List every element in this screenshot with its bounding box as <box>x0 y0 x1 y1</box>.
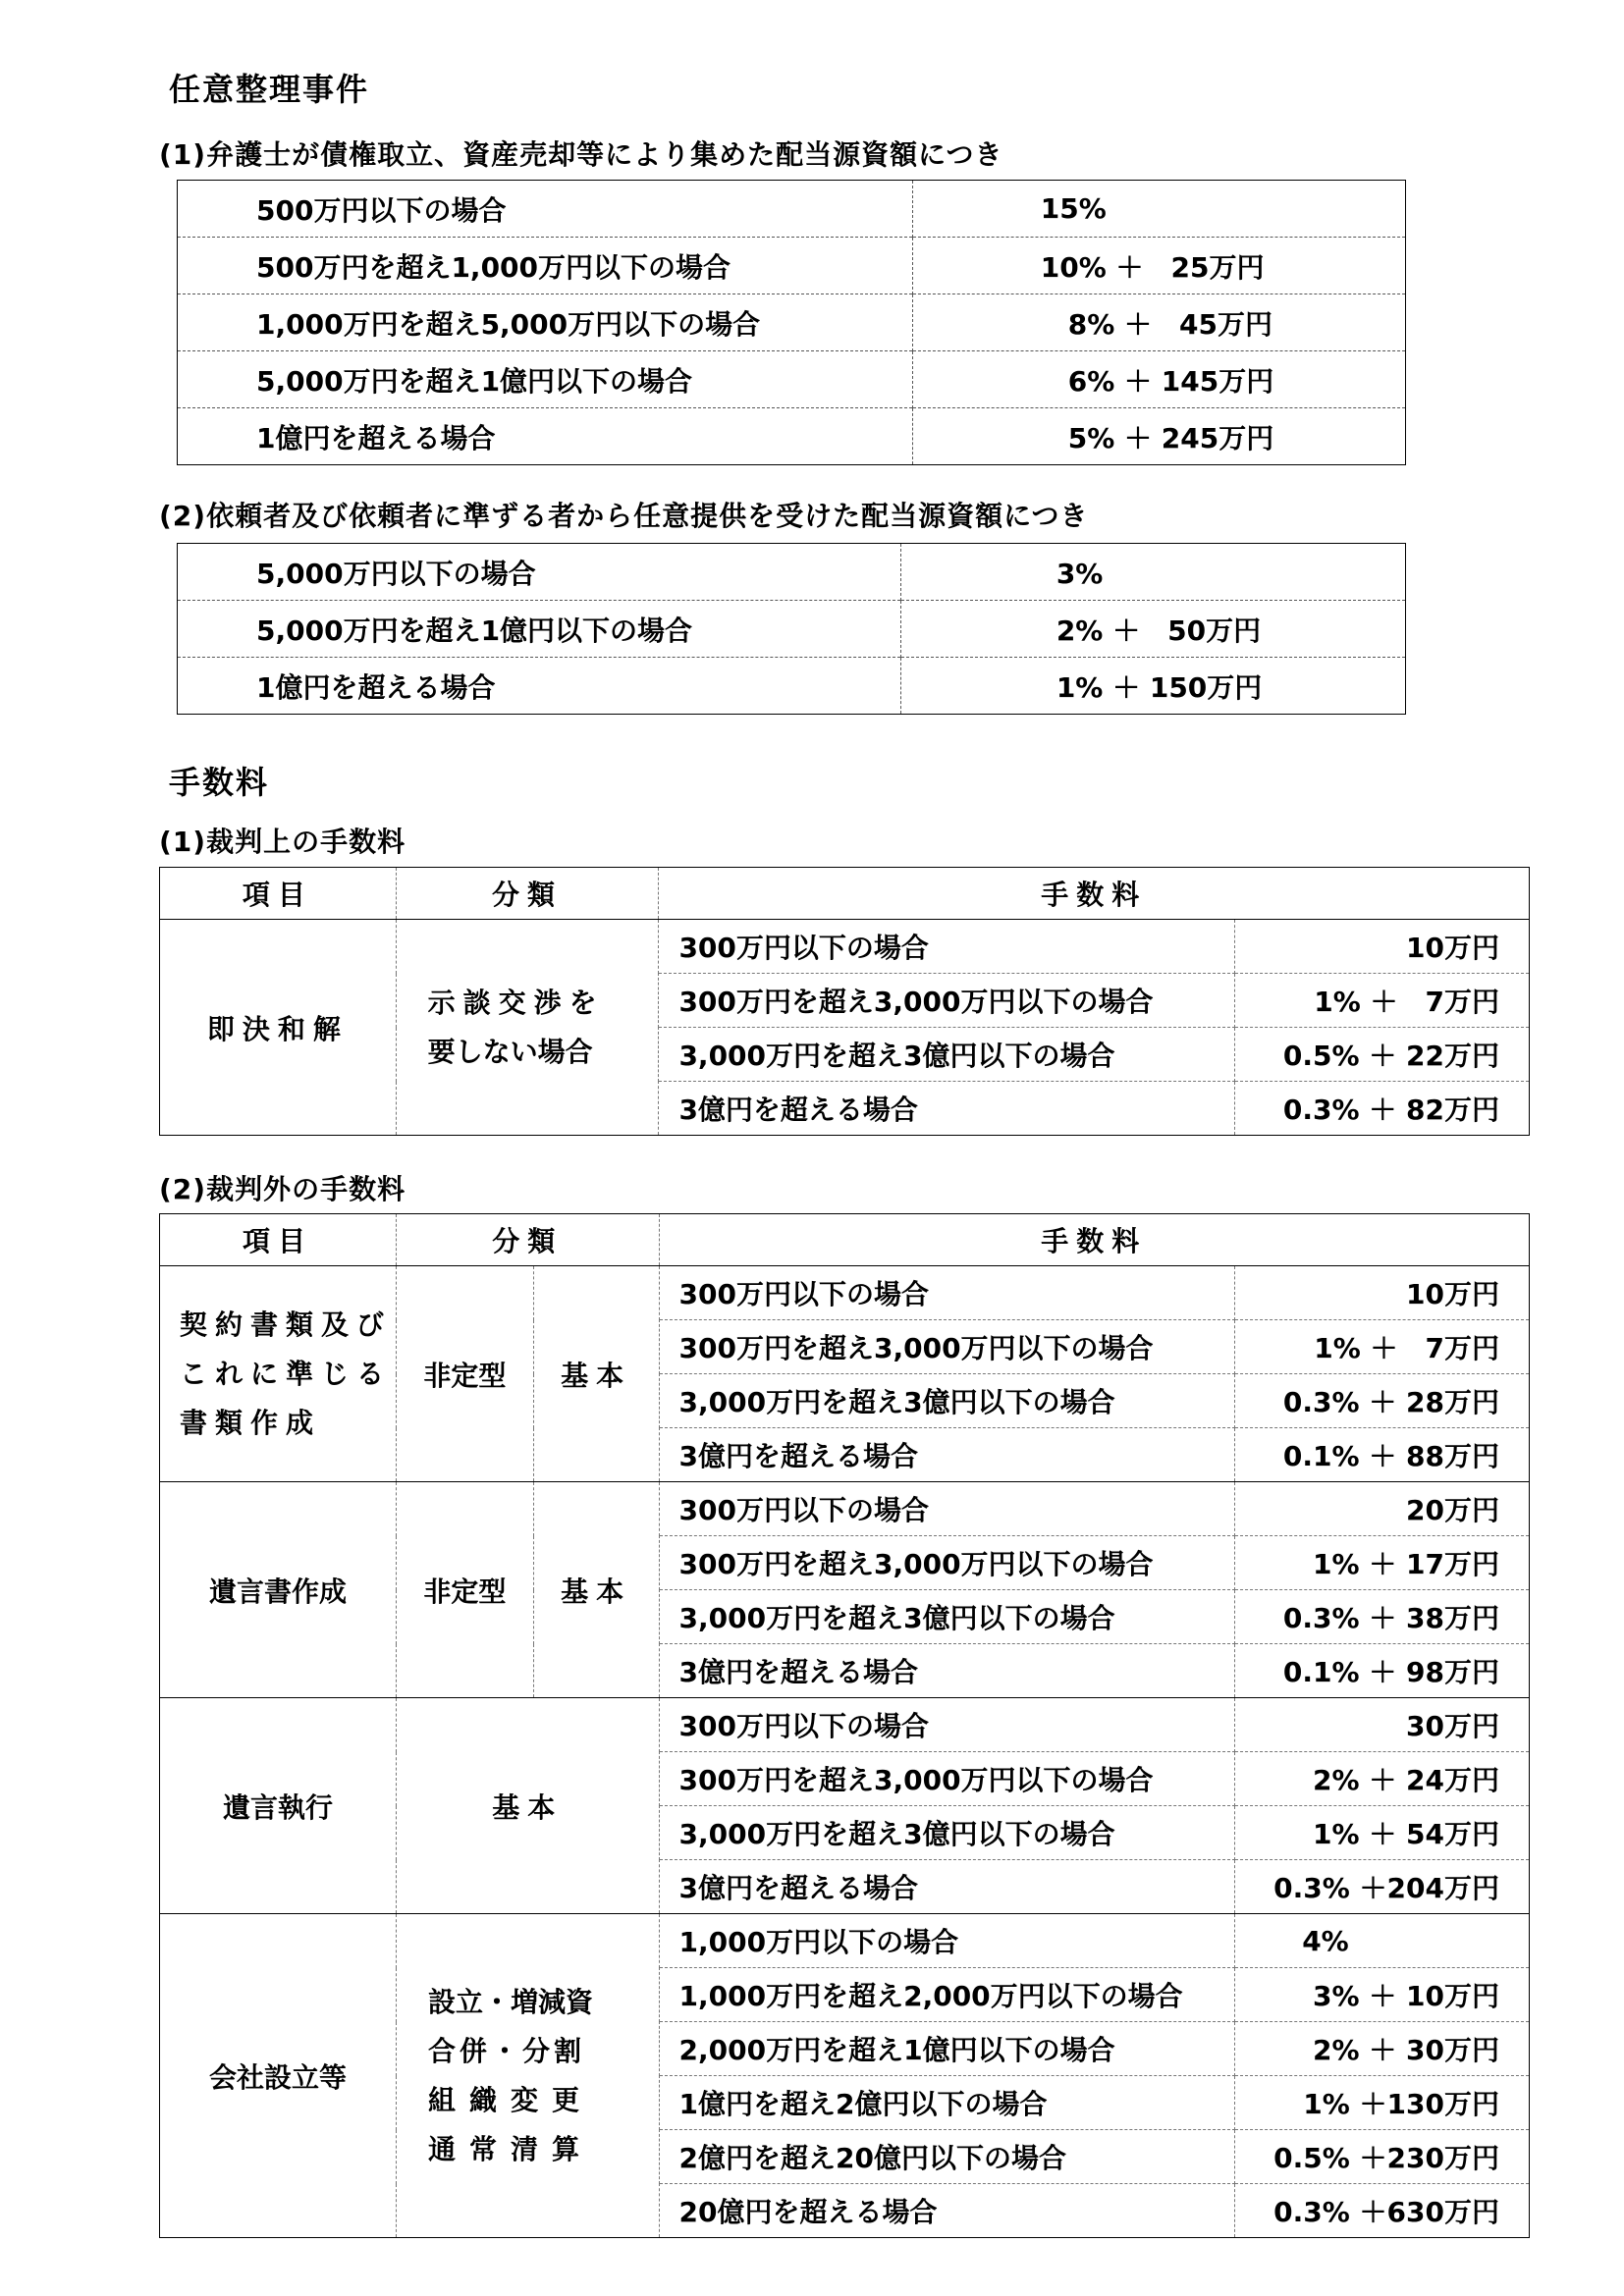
section1-sub1-title: (1)弁護士が債権取立、資産売却等により集めた配当源資額につき <box>159 138 1003 171</box>
category-cell: 基本 <box>396 1698 659 1914</box>
table-row: 遺言書作成 非定型 基本 300万円以下の場合 20万円 <box>160 1482 1530 1536</box>
rate-table-2 <box>177 543 1406 715</box>
table-row: 1億円を超え2億円以下の場合 1% ＋130万円 <box>160 2076 1530 2130</box>
table-row: 3億円を超える場合 0.3% ＋204万円 <box>160 1860 1530 1914</box>
rate-table-1 <box>177 180 1406 465</box>
header-category: 分類 <box>396 1214 659 1266</box>
table-row: 500万円を超え1,000万円以下の場合 10% ＋ 25万円 <box>178 238 1406 294</box>
table-row: 契約書類及び これに準じる 書類作成 非定型 基本 300万円以下の場合 10万円 <box>160 1266 1530 1320</box>
table-row: 2,000万円を超え1億円以下の場合 2% ＋ 30万円 <box>160 2022 1530 2076</box>
item-cell: 遺言書作成 <box>160 1482 397 1698</box>
table-row: 1,000万円を超え5,000万円以下の場合 8% ＋ 45万円 <box>178 294 1406 351</box>
type-cell: 非定型 <box>396 1266 533 1482</box>
table-row: 会社設立等 設立・増減資 合併・分割 組織変更 通常清算 1,000万円以下の場合 4% <box>160 1914 1530 1968</box>
table-row: 3,000万円を超え3億円以下の場合 0.5% ＋ 22万円 <box>160 1028 1530 1082</box>
table-row: 1,000万円を超え2,000万円以下の場合 3% ＋ 10万円 <box>160 1968 1530 2022</box>
header-category: 分類 <box>396 868 659 920</box>
section1-sub2-title: (2)依頼者及び依頼者に準ずる者から任意提供を受けた配当源資額につき <box>159 500 1089 532</box>
table-header <box>160 868 1530 920</box>
table-row: 即決和解 示談交渉を 要しない場合 300万円以下の場合 10万円 <box>160 920 1530 974</box>
basis-cell: 基本 <box>533 1266 659 1482</box>
table-row: 3億円を超える場合 0.3% ＋ 82万円 <box>160 1082 1530 1136</box>
table-row: 300万円を超え3,000万円以下の場合 2% ＋ 24万円 <box>160 1752 1530 1806</box>
item-cell: 即決和解 <box>160 920 397 1136</box>
section1-title: 任意整理事件 <box>169 71 370 108</box>
table-row: 300万円を超え3,000万円以下の場合 1% ＋ 7万円 <box>160 974 1530 1028</box>
table-row: 5,000万円以下の場合 3% <box>178 544 1406 601</box>
table-row: 遺言執行 基本 300万円以下の場合 30万円 <box>160 1698 1530 1752</box>
fee-table-court <box>159 867 1530 1136</box>
item-cell: 遺言執行 <box>160 1698 397 1914</box>
table-row: 300万円を超え3,000万円以下の場合 1% ＋ 7万円 <box>160 1320 1530 1374</box>
section2-sub2-title: (2)裁判外の手数料 <box>159 1173 406 1205</box>
table-row: 3,000万円を超え3億円以下の場合 1% ＋ 54万円 <box>160 1806 1530 1860</box>
section2-title: 手数料 <box>169 764 270 801</box>
category-cell: 設立・増減資 合併・分割 組織変更 通常清算 <box>396 1914 659 2238</box>
table-row: 5,000万円を超え1億円以下の場合 2% ＋ 50万円 <box>178 601 1406 658</box>
item-cell: 会社設立等 <box>160 1914 397 2238</box>
table-row: 3,000万円を超え3億円以下の場合 0.3% ＋ 28万円 <box>160 1374 1530 1428</box>
table-row: 500万円以下の場合 15% <box>178 181 1406 238</box>
table-row: 2億円を超え20億円以下の場合 0.5% ＋230万円 <box>160 2130 1530 2184</box>
table-row: 20億円を超える場合 0.3% ＋630万円 <box>160 2184 1530 2238</box>
header-item: 項目 <box>160 1214 397 1266</box>
table-row: 5,000万円を超え1億円以下の場合 6% ＋ 145万円 <box>178 351 1406 408</box>
header-fee: 手数料 <box>659 1214 1529 1266</box>
item-cell: 契約書類及び これに準じる 書類作成 <box>160 1266 397 1482</box>
type-cell: 非定型 <box>396 1482 533 1698</box>
header-item: 項目 <box>160 868 397 920</box>
table-row: 3億円を超える場合 0.1% ＋ 98万円 <box>160 1644 1530 1698</box>
table-row: 3,000万円を超え3億円以下の場合 0.3% ＋ 38万円 <box>160 1590 1530 1644</box>
fee-table-out-of-court <box>159 1213 1530 2238</box>
header-fee: 手数料 <box>659 868 1530 920</box>
table-row: 1億円を超える場合 5% ＋ 245万円 <box>178 408 1406 465</box>
table-row: 1億円を超える場合 1% ＋ 150万円 <box>178 658 1406 715</box>
basis-cell: 基本 <box>533 1482 659 1698</box>
section2-sub1-title: (1)裁判上の手数料 <box>159 826 406 858</box>
category-cell: 示談交渉を 要しない場合 <box>396 920 659 1136</box>
table-header <box>160 1214 1530 1266</box>
table-row: 300万円を超え3,000万円以下の場合 1% ＋ 17万円 <box>160 1536 1530 1590</box>
table-row: 3億円を超える場合 0.1% ＋ 88万円 <box>160 1428 1530 1482</box>
